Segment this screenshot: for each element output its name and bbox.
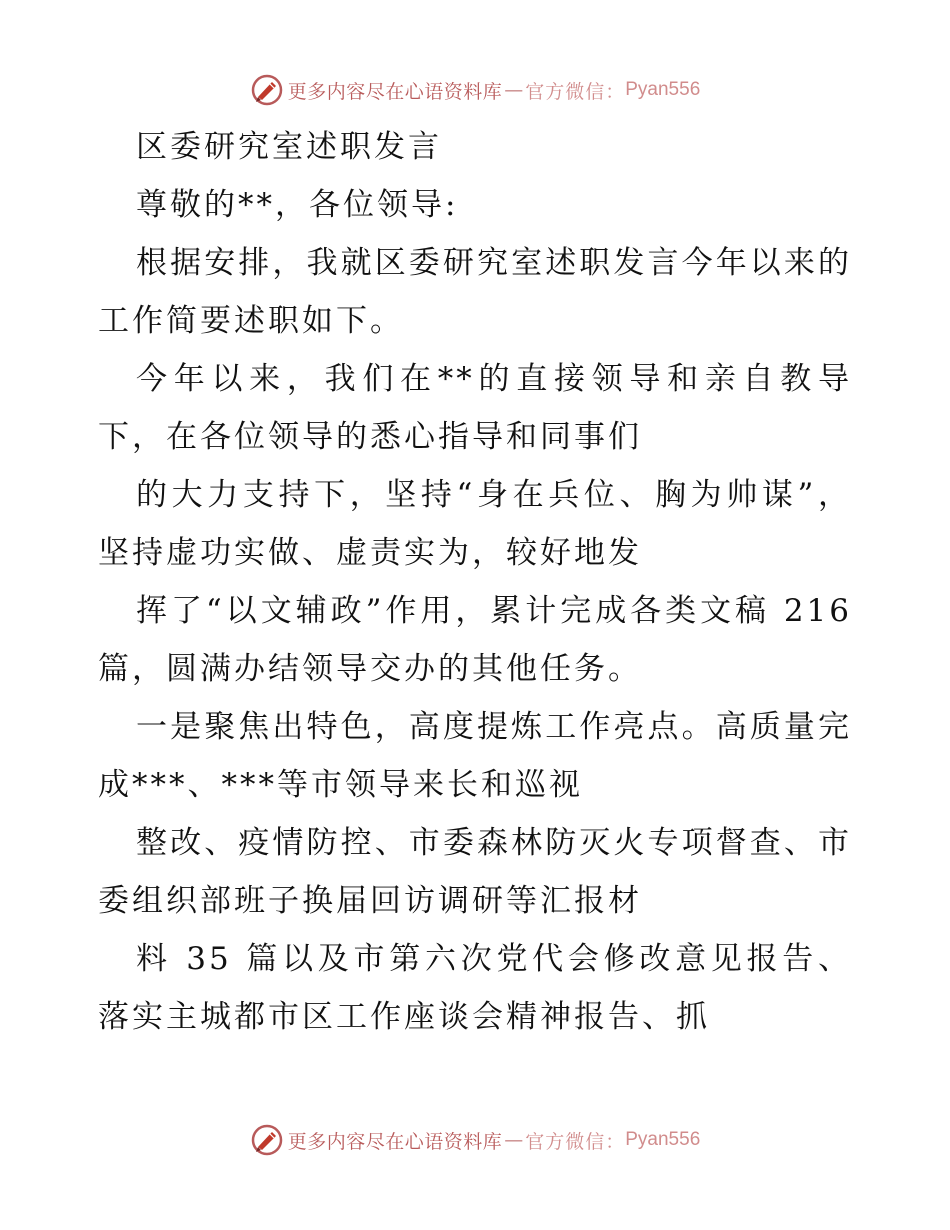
paragraph: 的大力支持下，坚持“身在兵位、胸为帅谋”，坚持虚功实做、虚责实为，较好地发 [98, 477, 852, 571]
watermark-wechat-label: 官方微信： [525, 80, 626, 103]
document-body [98, 118, 852, 1046]
paragraph: 挥了“以文辅政”作用，累计完成各类文稿 216 篇，圆满办结领导交办的其他任务。 [98, 593, 852, 687]
header-watermark [0, 70, 950, 110]
watermark-wechat-label: 官方微信： [525, 1130, 626, 1153]
footer-watermark [0, 1120, 950, 1160]
paragraph: 根据安排，我就区委研究室述职发言今年以来的工作简要述职如下。 [98, 245, 852, 339]
watermark-wechat-id: Pyan556 [625, 1129, 701, 1150]
paragraph: 整改、疫情防控、市委森林防灭火专项督查、市委组织部班子换届回访调研等汇报材 [98, 825, 852, 919]
paragraph: 今年以来，我们在**的直接领导和亲自教导下，在各位领导的悉心指导和同事们 [98, 361, 852, 455]
paragraph: 一是聚焦出特色，高度提炼工作亮点。高质量完成***、***等市领导来长和巡视 [98, 709, 852, 803]
salutation: 尊敬的**，各位领导: [136, 187, 459, 223]
document-title: 区委研究室述职发言 [136, 129, 442, 165]
watermark-dash: — [504, 79, 524, 101]
watermark-site-text: 更多内容尽在心语资料库 [287, 1130, 503, 1153]
pen-logo-icon [250, 1123, 284, 1157]
watermark-dash: — [504, 1129, 524, 1151]
watermark-wechat-id: Pyan556 [625, 79, 701, 100]
paragraph: 料 35 篇以及市第六次党代会修改意见报告、落实主城都市区工作座谈会精神报告、抓 [98, 941, 852, 1035]
watermark-site-text: 更多内容尽在心语资料库 [287, 80, 503, 103]
pen-logo-icon [250, 73, 284, 107]
